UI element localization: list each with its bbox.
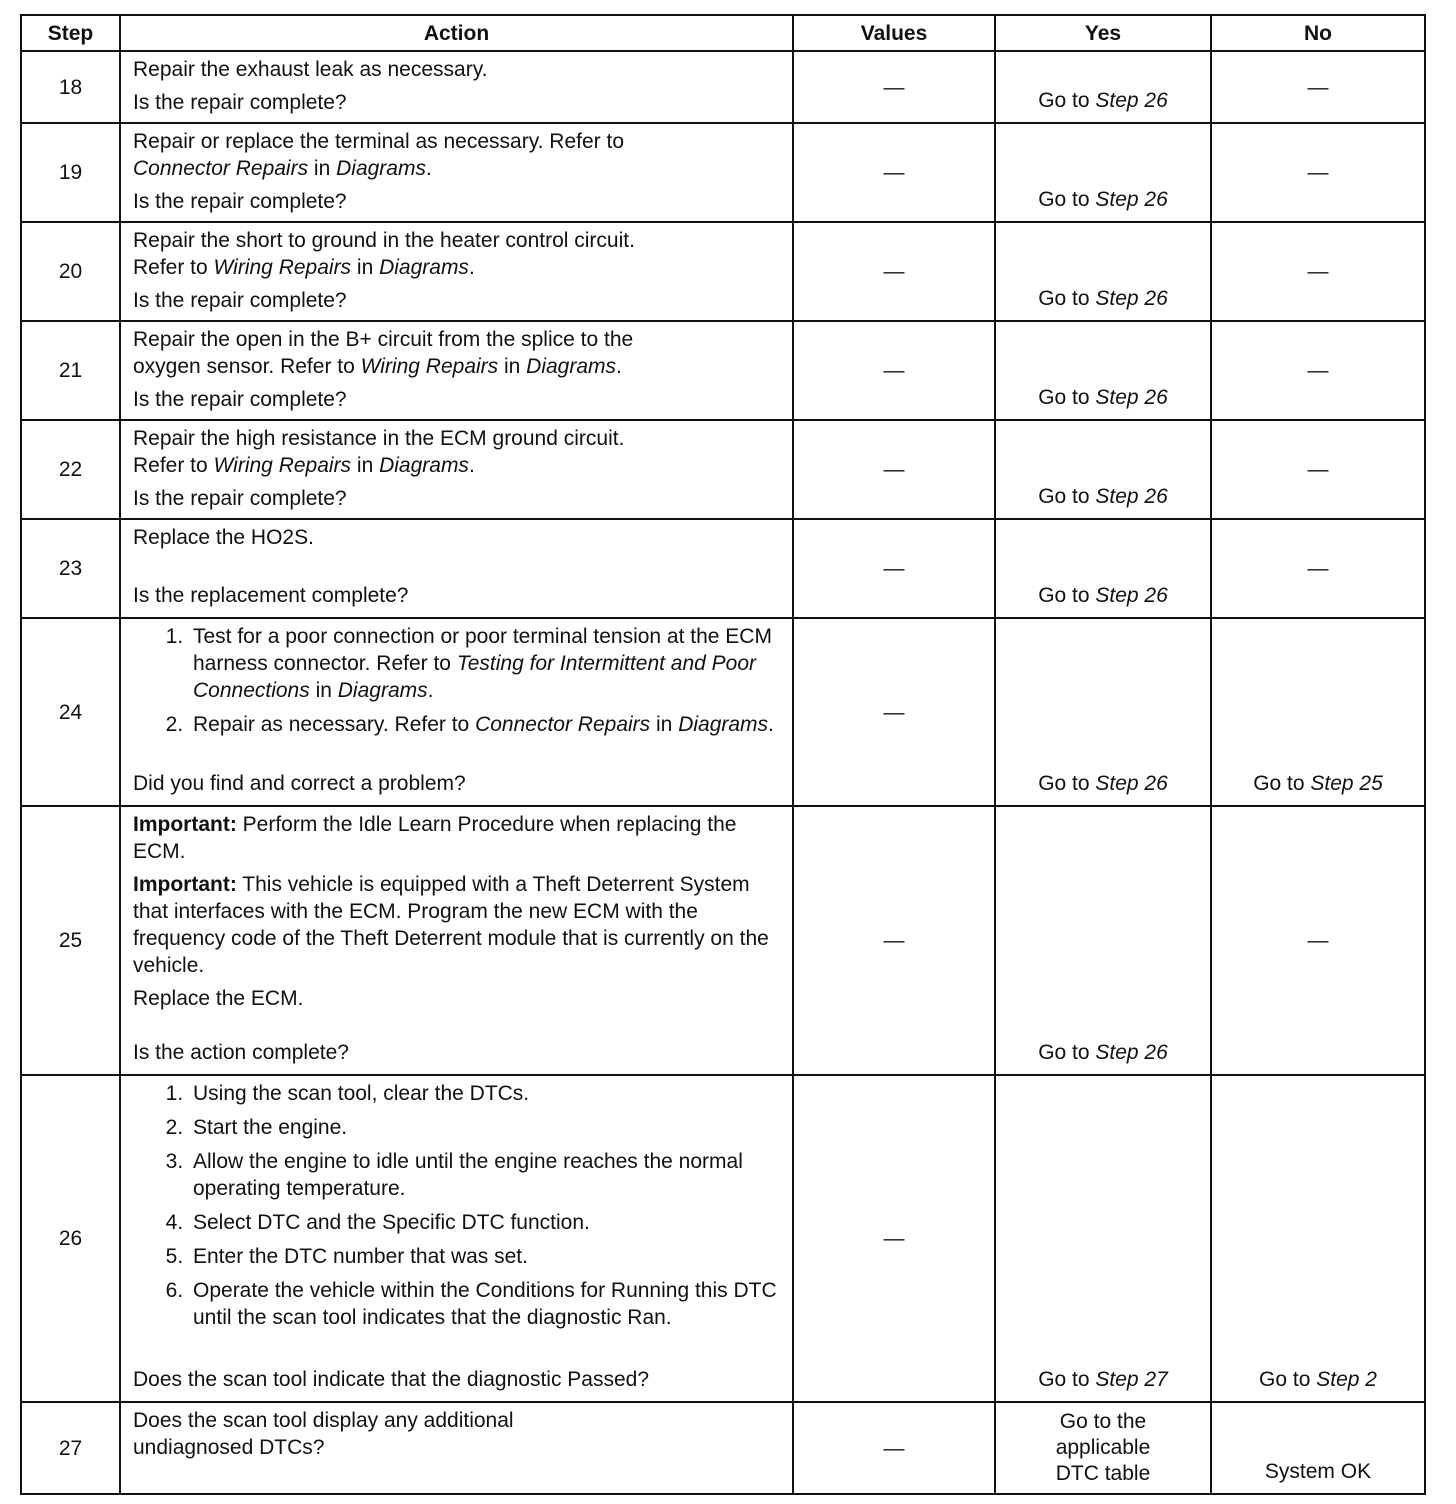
header-step: Step — [21, 15, 120, 51]
values-cell: — — [793, 51, 995, 123]
list-item: 2. Start the engine. — [189, 1114, 782, 1141]
yes-cell — [995, 1075, 1211, 1402]
values-cell: — — [793, 806, 995, 1075]
step-number: 26 — [21, 1075, 120, 1402]
step-number: 18 — [21, 51, 120, 123]
no-cell: — — [1211, 123, 1425, 222]
table-row — [21, 321, 1425, 420]
values-cell: — — [793, 1075, 995, 1402]
action-text: Replace the HO2S. — [133, 526, 314, 549]
goto-text: Go to — [1038, 772, 1096, 795]
action-cell — [120, 519, 793, 618]
important-label: Important: — [133, 813, 237, 836]
important-note: Important: Perform the Idle Learn Procedure when replacing the ECM. — [133, 813, 737, 863]
yes-cell — [995, 51, 1211, 123]
header-action: Action — [120, 15, 793, 51]
goto-text: Go to — [1038, 1368, 1096, 1391]
action-cell — [120, 806, 793, 1075]
table-row — [21, 1402, 1425, 1494]
action-cell — [120, 1075, 793, 1402]
values-cell: — — [793, 321, 995, 420]
reference-link[interactable]: Wiring Repairs — [213, 454, 352, 477]
step-number: 22 — [21, 420, 120, 519]
action-question: Does the scan tool indicate that the diagnostic Passed? — [133, 1368, 649, 1391]
reference-link[interactable]: Testing for Intermittent and Poor Connections — [193, 652, 757, 702]
step-link[interactable]: Step 27 — [1095, 1368, 1168, 1391]
action-question: Is the repair complete? — [133, 91, 347, 114]
step-link[interactable]: Step 26 — [1095, 386, 1168, 409]
goto-text: Go to — [1038, 188, 1096, 211]
diagrams-link[interactable]: Diagrams — [379, 454, 469, 477]
no-cell — [1211, 1075, 1425, 1402]
diagrams-link[interactable]: Diagrams — [526, 355, 617, 378]
values-cell: — — [793, 420, 995, 519]
goto-text: Go to — [1259, 1368, 1317, 1391]
step-number: 24 — [21, 618, 120, 806]
table-row — [21, 420, 1425, 519]
goto-text: Go to — [1038, 485, 1096, 508]
yes-cell — [995, 321, 1211, 420]
step-link[interactable]: Step 26 — [1095, 584, 1168, 607]
values-cell: — — [793, 618, 995, 806]
step-link[interactable]: Step 26 — [1095, 188, 1168, 211]
header-yes: Yes — [995, 15, 1211, 51]
action-question: Is the repair complete? — [133, 289, 347, 312]
no-cell: — — [1211, 51, 1425, 123]
reference-link[interactable]: Connector Repairs — [475, 713, 651, 736]
goto-text: Go to — [1038, 287, 1096, 310]
action-text: Repair the exhaust leak as necessary. — [133, 58, 488, 81]
yes-cell — [995, 806, 1211, 1075]
yes-cell — [995, 123, 1211, 222]
action-cell — [120, 51, 793, 123]
action-steps — [133, 623, 782, 745]
goto-text: Go to — [1038, 89, 1096, 112]
action-cell — [120, 420, 793, 519]
diagnostic-table — [20, 14, 1426, 1495]
list-item: 4. Select DTC and the Specific DTC function. — [189, 1209, 782, 1236]
action-line: Repair the high resistance in the ECM ground circuit. — [133, 427, 625, 450]
table-row — [21, 51, 1425, 123]
no-cell: — — [1211, 806, 1425, 1075]
yes-cell — [995, 519, 1211, 618]
action-line: Repair the open in the B+ circuit from the splice to the — [133, 328, 634, 351]
step-number: 27 — [21, 1402, 120, 1494]
action-text: Repair the short to ground in the heater control circuit. Refer to Wiring Repairs in Diagrams. — [133, 229, 635, 279]
important-label: Important: — [133, 873, 237, 896]
goto-text: Go to — [1038, 584, 1096, 607]
action-line: Repair or replace the terminal as necessary. Refer to — [133, 130, 624, 153]
step-link[interactable]: Step 26 — [1095, 89, 1168, 112]
action-question: Is the repair complete? — [133, 388, 347, 411]
values-cell: — — [793, 222, 995, 321]
in-text: in — [308, 157, 337, 180]
action-text: Repair the open in the B+ circuit from the splice to the oxygen sensor. Refer to Wiring Repairs in Diagrams. — [133, 328, 634, 378]
reference-link[interactable]: Connector Repairs — [133, 157, 309, 180]
step-link[interactable]: Step 26 — [1095, 1041, 1168, 1064]
no-cell: — — [1211, 321, 1425, 420]
action-text: Repair or replace the terminal as necessary. Refer to Connector Repairs in Diagrams. — [133, 130, 624, 180]
header-values: Values — [793, 15, 995, 51]
diagrams-link[interactable]: Diagrams — [379, 256, 469, 279]
in-text: in — [351, 454, 380, 477]
no-cell: — — [1211, 420, 1425, 519]
action-question: Is the action complete? — [133, 1041, 349, 1064]
step-number: 19 — [21, 123, 120, 222]
diagrams-link[interactable]: Diagrams — [337, 679, 428, 702]
no-cell — [1211, 618, 1425, 806]
yes-cell — [995, 618, 1211, 806]
header-row — [21, 15, 1425, 51]
action-cell — [120, 222, 793, 321]
action-cell — [120, 321, 793, 420]
yes-cell — [995, 222, 1211, 321]
table-row — [21, 1075, 1425, 1402]
step-number: 20 — [21, 222, 120, 321]
step-number: 23 — [21, 519, 120, 618]
reference-link[interactable]: Wiring Repairs — [360, 355, 499, 378]
yes-result[interactable]: Go to the applicable DTC table — [1055, 1410, 1151, 1485]
goto-text: Go to — [1038, 1041, 1096, 1064]
step-link[interactable]: Step 26 — [1095, 772, 1168, 795]
system-ok-text: System OK — [1264, 1460, 1372, 1483]
yes-cell — [995, 420, 1211, 519]
action-question: Is the repair complete? — [133, 190, 347, 213]
step-number: 21 — [21, 321, 120, 420]
action-line: oxygen sensor. Refer to — [133, 355, 361, 378]
table-row — [21, 806, 1425, 1075]
values-cell: — — [793, 123, 995, 222]
list-item: 3. Allow the engine to idle until the engine reaches the normal operating temperature. — [189, 1148, 782, 1202]
values-cell: — — [793, 1402, 995, 1494]
important-note: Important: This vehicle is equipped with a Theft Deterrent System that interfaces with the ECM. Program the new ECM with the frequency code of the Theft Deterrent module that is currently on the vehicle. — [133, 873, 769, 977]
yes-cell — [995, 1402, 1211, 1494]
values-cell: — — [793, 519, 995, 618]
no-cell: — — [1211, 222, 1425, 321]
refer-text: Refer to — [133, 256, 214, 279]
action-text: Replace the ECM. — [133, 987, 304, 1010]
table-row — [21, 123, 1425, 222]
list-item: 2. Repair as necessary. Refer to Connector Repairs in Diagrams. — [189, 711, 782, 738]
action-text: Repair the high resistance in the ECM ground circuit. Refer to Wiring Repairs in Diagrams. — [133, 427, 625, 477]
action-cell — [120, 1402, 793, 1494]
action-question: Is the repair complete? — [133, 487, 347, 510]
action-cell — [120, 123, 793, 222]
diagrams-link[interactable]: Diagrams — [336, 157, 426, 180]
reference-link[interactable]: Wiring Repairs — [213, 256, 352, 279]
table-row — [21, 618, 1425, 806]
action-line: Repair the short to ground in the heater control circuit. — [133, 229, 635, 252]
diagrams-link[interactable]: Diagrams — [678, 713, 769, 736]
step-link[interactable]: Step 25 — [1310, 772, 1383, 795]
table-row — [21, 222, 1425, 321]
step-number: 25 — [21, 806, 120, 1075]
list-item: 1. Test for a poor connection or poor terminal tension at the ECM harness connector. Refer to Testing for Intermittent and Poor Connections in Diagrams. — [189, 623, 782, 704]
action-steps — [133, 1080, 782, 1338]
table-row — [21, 519, 1425, 618]
action-question: Did you find and correct a problem? — [133, 772, 466, 795]
step-link[interactable]: Step 26 — [1095, 485, 1168, 508]
header-no: No — [1211, 15, 1425, 51]
refer-text: Refer to — [133, 454, 214, 477]
goto-text: Go to — [1253, 772, 1311, 795]
no-cell: — — [1211, 519, 1425, 618]
action-cell — [120, 618, 793, 806]
in-text: in — [351, 256, 380, 279]
step-link[interactable]: Step 26 — [1095, 287, 1168, 310]
action-question: Does the scan tool display any additional undiagnosed DTCs? — [133, 1409, 514, 1459]
goto-text: Go to — [1038, 386, 1096, 409]
no-cell — [1211, 1402, 1425, 1494]
list-item: 5. Enter the DTC number that was set. — [189, 1243, 782, 1270]
list-item: 1. Using the scan tool, clear the DTCs. — [189, 1080, 782, 1107]
in-text: in — [498, 355, 527, 378]
step-link[interactable]: Step 2 — [1316, 1368, 1377, 1391]
list-item: 6. Operate the vehicle within the Conditions for Running this DTC until the scan tool indicates that the diagnostic Ran. — [189, 1277, 782, 1331]
action-question: Is the replacement complete? — [133, 584, 409, 607]
